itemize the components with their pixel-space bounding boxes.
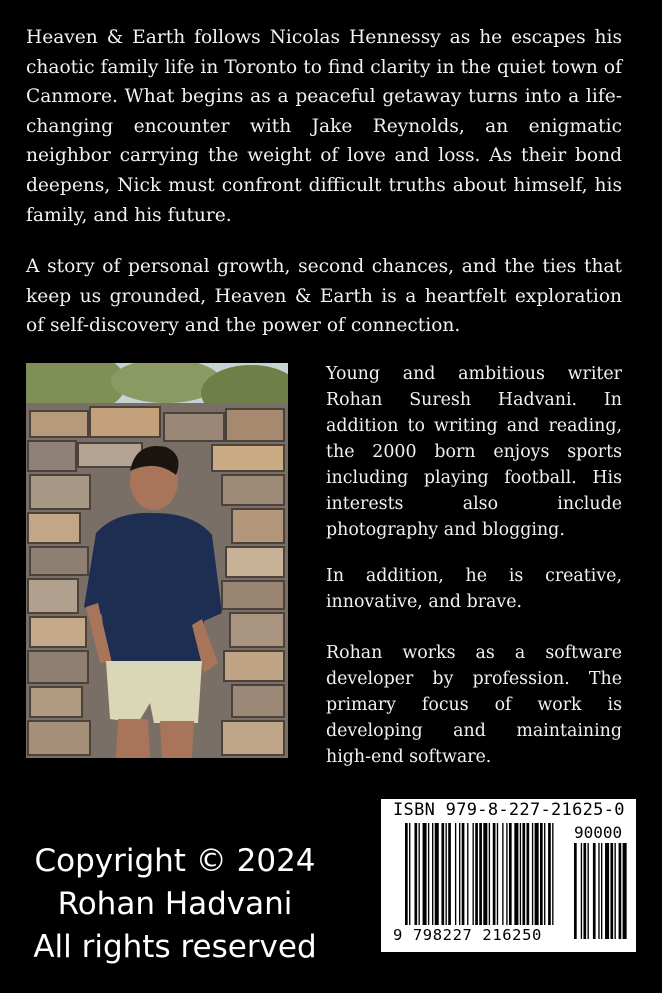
barcode-bar — [432, 823, 433, 925]
barcode-bar — [598, 843, 599, 939]
addon-digits: 90000 — [574, 823, 623, 842]
barcode-bar — [479, 823, 482, 925]
barcode-bar — [419, 823, 420, 925]
isbn-barcode — [381, 799, 636, 952]
barcode-bar — [409, 823, 410, 925]
barcode-bar — [435, 823, 439, 925]
barcode-bar — [610, 843, 613, 939]
barcode-bar — [619, 843, 622, 939]
barcode-bar — [405, 823, 408, 925]
barcode-bar — [455, 823, 456, 925]
barcode-bar — [483, 823, 487, 925]
barcode-bar — [514, 823, 518, 925]
barcode-bar — [506, 823, 507, 925]
barcode-bar — [414, 823, 417, 925]
barcode-bar — [441, 823, 444, 925]
barcode-bar — [593, 843, 596, 939]
barcode-bar — [522, 823, 525, 925]
copyright-holder: Rohan Hadvani — [57, 886, 293, 922]
barcode-bar — [473, 823, 474, 925]
barcode-bar — [615, 843, 616, 939]
barcode-bar — [462, 823, 465, 925]
barcode-bar — [605, 843, 609, 939]
barcode-bar — [583, 843, 586, 939]
barcode-bar — [423, 823, 427, 925]
barcode-bar — [489, 823, 490, 925]
barcode-bar — [623, 843, 627, 939]
barcode-bar — [527, 823, 530, 925]
author-photo — [26, 363, 288, 758]
isbn-label: ISBN 979-8-227-21625-0 — [393, 800, 625, 820]
barcode-bar — [535, 823, 539, 925]
author-bio-paragraph-1: Young and ambitious writer Rohan Suresh Hadvani. In addition to writing and reading, the 2000 born enjoys sports including playing football. His interests also include photography and blogging. — [326, 364, 622, 540]
barcode-bar — [552, 823, 553, 925]
barcode-bar — [588, 843, 589, 939]
copyright-notice — [20, 840, 330, 969]
rights-reserved: All rights reserved — [33, 929, 317, 965]
barcode-bar — [428, 823, 429, 925]
barcode-bar — [446, 823, 447, 925]
author-bio-paragraph-2: In addition, he is creative, innovative, and brave. — [326, 566, 622, 612]
barcode-bar — [467, 823, 468, 925]
barcode-bar — [520, 823, 521, 925]
barcode-bar — [475, 823, 478, 925]
barcode-bar — [544, 823, 545, 925]
barcode-bar — [502, 823, 503, 925]
barcode-bar — [574, 843, 577, 939]
barcode-bar — [509, 823, 512, 925]
barcode-bar — [540, 823, 543, 925]
blurb-paragraph-1: Heaven & Earth follows Nicolas Hennessy as he escapes his chaotic family life in Toronto to find clarity in the quiet town of Canmore. What begins as a peaceful getaway turns into a life-changing encounter with Jake Reynolds, an enigmatic neighbor carrying the weight of love and loss. As their bond deepens, Nick must confront difficult truths about himself, his family, and his future. — [26, 27, 622, 226]
barcode-bar — [493, 823, 496, 925]
barcode-bar — [459, 823, 460, 925]
author-bio-paragraph-3: Rohan works as a software developer by profession. The primary focus of work is developing and maintaining high-end software. — [326, 643, 622, 767]
barcode-bar — [497, 823, 498, 925]
copyright-line: Copyright © 2024 — [34, 843, 316, 879]
blurb-paragraph-2: A story of personal growth, second chances, and the ties that keep us grounded, Heaven & Earth is a heartfelt exploration of self-discovery and the power of connection. — [26, 256, 622, 337]
barcode-digits: 9 798227 216250 — [393, 926, 542, 944]
barcode-bar — [532, 823, 533, 925]
barcode-bar — [601, 843, 602, 939]
barcode-bar — [581, 843, 582, 939]
barcode-bar — [548, 823, 551, 925]
barcode-bar — [448, 823, 451, 925]
